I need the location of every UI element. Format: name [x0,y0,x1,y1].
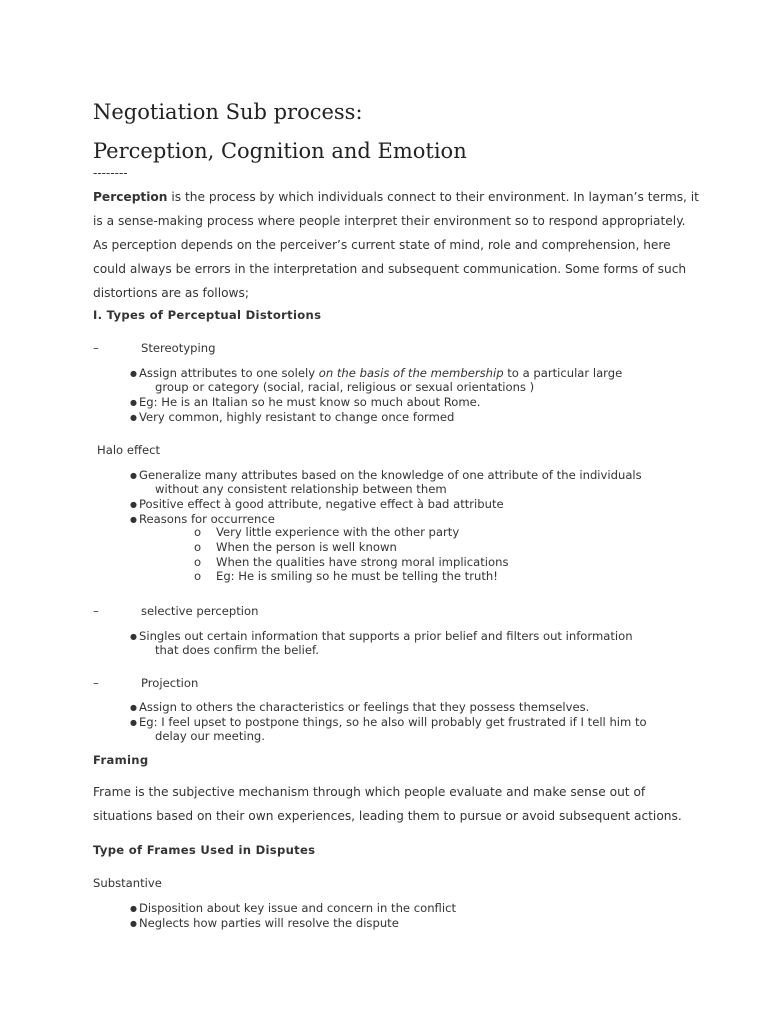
selective-label: selective perception [141,604,259,618]
halo-label: Halo effect [97,443,160,457]
projection-label: Projection [141,676,199,690]
halo-sub-marker-4: o [194,569,202,583]
projection-bullet-2-cont: delay our meeting. [155,729,265,743]
substantive-bullet-1: ● Disposition about key issue and concern in the conflict [130,901,456,915]
projection-bullet-1: ● Assign to others the characteristics or feelings that they possess themselves. [130,700,589,714]
selective-bullet-1-cont: that does confirm the belief. [155,643,319,657]
intro-line-2: is a sense-making process where people interpret their environment so to respond appropriately. [93,214,686,228]
title-rule: -------- [93,166,128,180]
intro-line-5: distortions are as follows; [93,286,249,300]
halo-sub-3: When the qualities have strong moral implications [216,555,509,569]
halo-bullet-3: ● Reasons for occurrence [130,512,275,526]
substantive-bullet-2: ● Neglects how parties will resolve the dispute [130,916,399,930]
perception-term: Perception [93,190,168,204]
projection-dash: – [93,676,99,690]
halo-sub-1: Very little experience with the other party [216,525,460,539]
halo-sub-marker-3: o [194,555,202,569]
halo-sub-4: Eg: He is smiling so he must be telling the truth! [216,569,498,583]
page-subtitle: Perception, Cognition and Emotion [93,139,467,163]
types-heading: I. Types of Perceptual Distortions [93,308,322,322]
framing-line-1: Frame is the subjective mechanism through which people evaluate and make sense out of [93,785,646,799]
framing-heading: Framing [93,753,149,767]
stereotyping-dash: – [93,341,99,355]
page-title: Negotiation Sub process: [93,100,363,124]
substantive-label: Substantive [93,876,162,890]
halo-sub-2: When the person is well known [216,540,397,554]
halo-sub-marker-2: o [194,540,202,554]
intro-line-3: As perception depends on the perceiver’s current state of mind, role and comprehension, here [93,238,671,252]
framing-line-2: situations based on their own experiences, leading them to pursue or avoid subsequent actions. [93,809,682,823]
halo-bullet-2: ● Positive effect à good attribute, negative effect à bad attribute [130,497,504,511]
intro-line-4: could always be errors in the interpretation and subsequent communication. Some forms of such [93,262,687,276]
stereotyping-bullet-3: ● Very common, highly resistant to change once formed [130,410,454,424]
stereotyping-label: Stereotyping [141,341,216,355]
stereotyping-bullet-1: ● Assign attributes to one solely on the basis of the membership to a particular large [130,366,622,380]
intro-line-1: Perception is the process by which individuals connect to their environment. In layman’s terms, it [93,190,699,204]
stereotyping-bullet-1-cont: group or category (social, racial, religious or sexual orientations ) [155,380,535,394]
selective-dash: – [93,604,99,618]
halo-sub-marker-1: o [194,525,202,539]
halo-bullet-1-cont: without any consistent relationship between them [155,482,447,496]
stereotyping-bullet-2: ● Eg: He is an Italian so he must know so much about Rome. [130,395,481,409]
frames-disputes-heading: Type of Frames Used in Disputes [93,843,316,857]
halo-bullet-1: ● Generalize many attributes based on the knowledge of one attribute of the individuals [130,468,642,482]
projection-bullet-2: ● Eg: I feel upset to postpone things, so he also will probably get frustrated if I tell him to [130,715,647,729]
selective-bullet-1: ● Singles out certain information that supports a prior belief and filters out information [130,629,633,643]
